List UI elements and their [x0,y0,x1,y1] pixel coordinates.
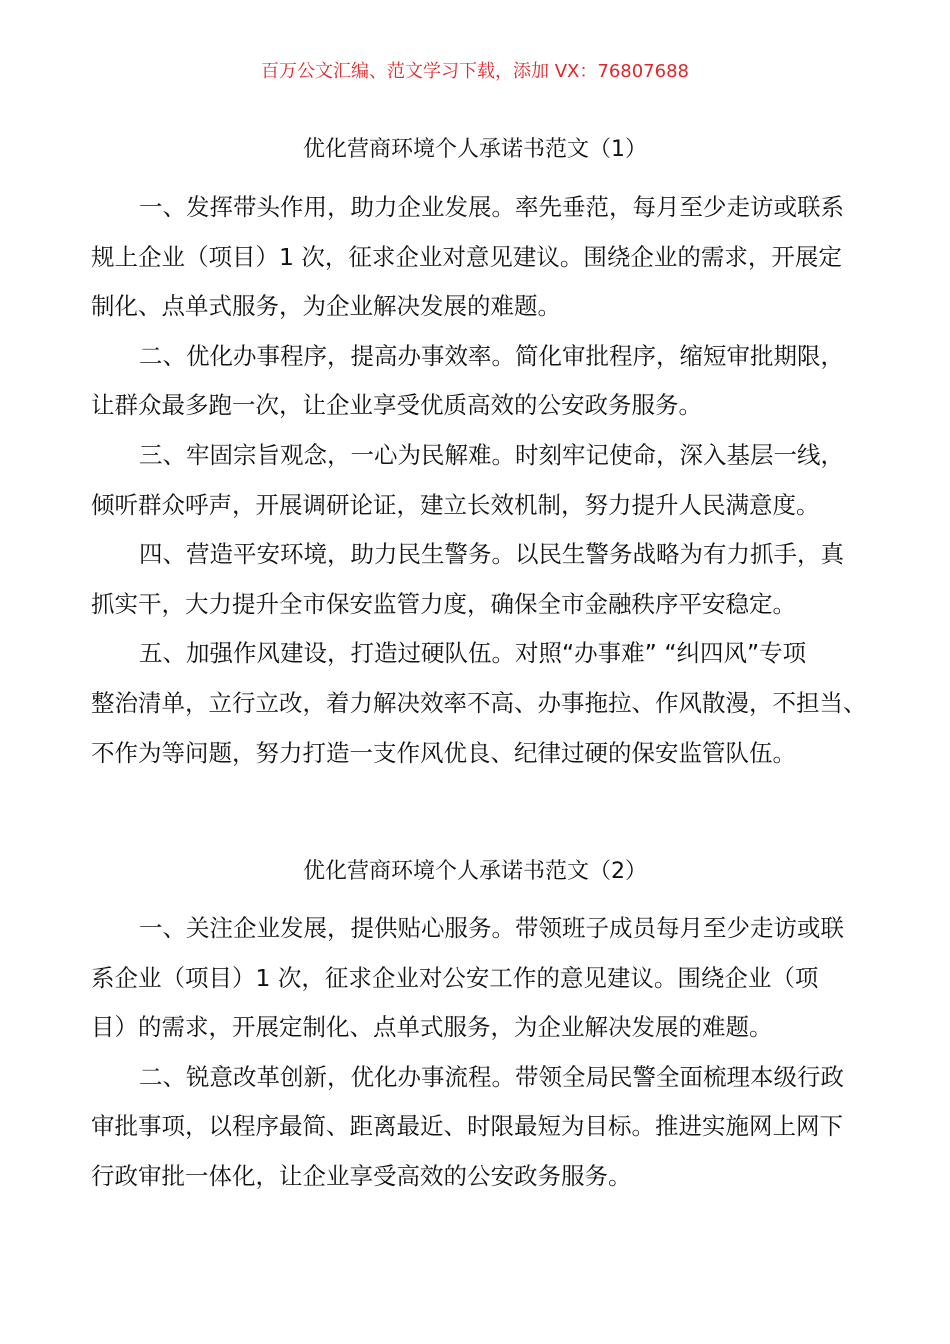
paragraph-line: 一、发挥带头作用，助力企业发展。率先垂范，每月至少走访或联系 [139,193,844,221]
paragraph-line: 五、加强作风建设，打造过硬队伍。对照“办事难” “纠四风”专项 [139,639,807,668]
section-title-2: 优化营商环境个人承诺书范文（2） [303,859,647,884]
paragraph [91,1053,881,1202]
paragraph-line: 让群众最多跑一次，让企业享受优质高效的公安政务服务。 [91,391,702,420]
paragraph-line: 二、优化办事程序，提高办事效率。简化审批程序，缩短审批期限， [139,341,844,370]
paragraph-line: 审批事项，以程序最简、距离最近、时限最短为目标。推进实施网上网下 [91,1112,843,1141]
paragraph-line: 三、牢固宗旨观念，一心为民解难。时刻牢记使命，深入基层一线， [139,440,844,469]
paragraph-line: 二、锐意改革创新，优化办事流程。带领全局民警全面梳理本级行政 [139,1062,844,1091]
section-body-1 [91,183,881,778]
paragraph-line: 系企业（项目）1 次，征求企业对公安工作的意见建议。围绕企业（项 [91,963,819,992]
paragraph [91,629,881,778]
paragraph-line: 制化、点单式服务，为企业解决发展的难题。 [91,292,561,321]
paragraph-line: 目）的需求，开展定制化、点单式服务，为企业解决发展的难题。 [91,1013,773,1042]
paragraph [91,904,881,1053]
paragraph [91,431,881,530]
paragraph [91,183,881,332]
paragraph-line: 规上企业（项目）1 次，征求企业对意见建议。围绕企业的需求，开展定 [91,242,842,271]
paragraph-line: 四、营造平安环境，助力民生警务。以民生警务战略为有力抓手，真 [139,540,844,569]
paragraph-line: 倾听群众呼声，开展调研论证，建立长效机制，努力提升人民满意度。 [91,490,820,519]
paragraph-line: 一、关注企业发展，提供贴心服务。带领班子成员每月至少走访或联 [139,914,844,942]
paragraph [91,332,881,431]
paragraph-line: 行政审批一体化，让企业享受高效的公安政务服务。 [91,1161,632,1190]
paragraph [91,530,881,629]
paragraph-line: 抓实干，大力提升全市保安监管力度，确保全市金融秩序平安稳定。 [91,589,796,618]
header-watermark-text: 百万公文汇编、范文学习下载，添加 VX：76807688 [261,61,689,82]
section-title-1: 优化营商环境个人承诺书范文（1） [303,137,647,162]
section-body-2 [91,904,881,1202]
paragraph-line: 整治清单，立行立改，着力解决效率不高、办事拖拉、作风散漫，不担当、 [91,688,867,717]
paragraph-line: 不作为等问题，努力打造一支作风优良、纪律过硬的保安监管队伍。 [91,738,796,767]
